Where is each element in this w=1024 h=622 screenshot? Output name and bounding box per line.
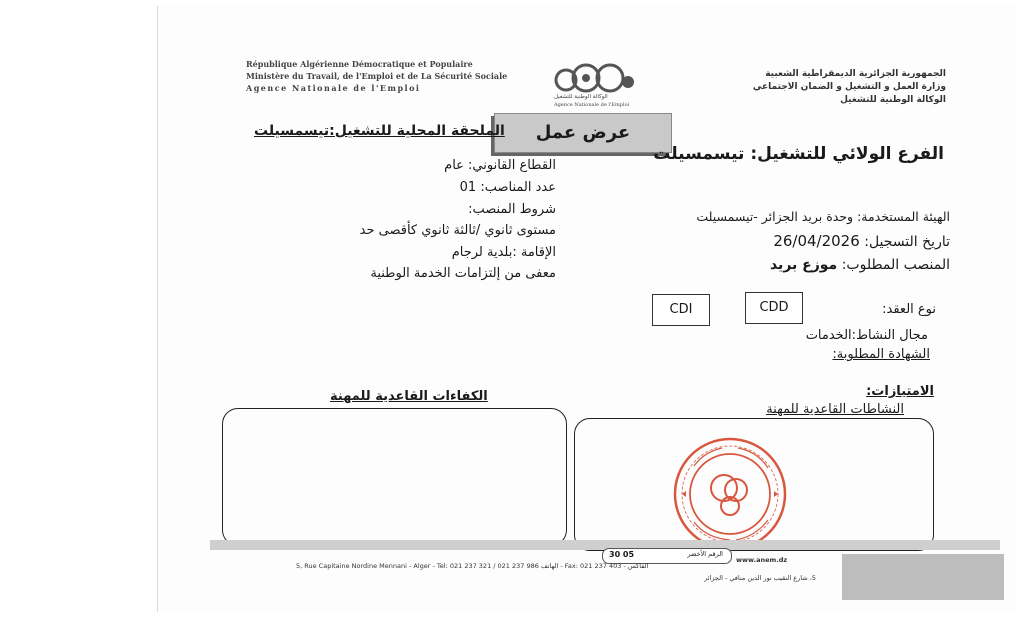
position-row: [770, 257, 950, 273]
footer-fax: - Fax: 021 237 403: [560, 562, 622, 570]
logo-fr-text: Agence Nationale de l'Emploi: [554, 102, 630, 108]
wilaya-agency-heading: الفرع الولائي للتشغيل: تيسمسيلت: [653, 144, 944, 164]
skills-heading: الكفاءات القاعدية للمهنة: [330, 389, 488, 404]
header-ar-line2: وزارة العمل و التشغيل و الضمان الاجتماعي: [752, 82, 946, 92]
activity-field: مجال النشاط:الخدمات: [805, 328, 928, 343]
official-stamp-icon: [672, 436, 788, 552]
privileges-label: الامتيازات:: [866, 384, 934, 399]
local-agency-heading: الملحقة المحلية للتشغيل:تيسمسيلت: [254, 123, 505, 139]
position-label: المنصب المطلوب:: [841, 257, 950, 273]
header-fr-line3: Agence Nationale de l'Emploi: [246, 83, 421, 93]
certificate-label: الشهادة المطلوبة:: [832, 347, 930, 362]
header-fr-line2: Ministère du Travail, de l'Emploi et de La Sécurité Sociale: [246, 71, 508, 81]
footer-fax-label: - الفاكس: [623, 562, 649, 570]
footer-corner-band: [842, 554, 1004, 600]
legal-sector-field: القطاع القانوني: عام: [444, 158, 556, 173]
footer-address-row: [296, 562, 648, 570]
contract-type-label: نوع العقد:: [882, 302, 936, 317]
footer-address-ar: 5، شارع النقيب نور الدين منافي - الجزائر: [704, 574, 816, 582]
position-conditions-label: شروط المنصب:: [468, 202, 556, 217]
contract-option-cdd: CDD: [745, 292, 803, 324]
contract-option-cdi: CDI: [652, 294, 710, 326]
header-fr-line1: République Algérienne Démocratique et Populaire: [246, 59, 473, 69]
hotline-label: الرقم الأخضر: [687, 550, 723, 558]
skills-box: [222, 408, 567, 546]
hotline-number: 30 05: [609, 550, 635, 559]
education-condition: مستوى ثانوي /ثالثة ثانوي كأقصى حد: [359, 223, 556, 238]
header-ar-line3: الوكالة الوطنية للتشغيل: [840, 95, 946, 105]
positions-count-field: عدد المناصب: 01: [459, 180, 556, 195]
residence-condition: الإقامة :بلدية لرجام: [451, 245, 556, 260]
document-title-box: [494, 113, 672, 153]
footer-phone-label: الهاتف: [540, 562, 559, 570]
registration-date-label: تاريخ التسجيل:: [864, 234, 950, 250]
military-exemption-condition: معفى من إلتزامات الخدمة الوطنية: [370, 266, 556, 281]
logo-ar-text: الوكالة الوطنية للتشغيل: [554, 94, 608, 100]
document-title: عرض عمل: [535, 122, 631, 143]
footer-address-fr: 5, Rue Capitaine Nordine Mennani - Alger - Tel: 021 237 321 / 021 237 986: [296, 562, 539, 570]
footer-website[interactable]: www.anem.dz: [736, 556, 788, 564]
employer-field: الهيئة المستخدمة: وحدة بريد الجزائر -تيسمسيلت: [696, 209, 950, 224]
official-stamp: [672, 436, 788, 552]
registration-date-value: 26/04/2026: [773, 232, 860, 250]
position-value: موزع بريد: [769, 257, 838, 273]
header-ar-line1: الجمهورية الجزائرية الديمقراطية الشعبية: [765, 69, 946, 79]
anem-logo: [548, 58, 640, 110]
registration-date-row: [773, 232, 950, 250]
activities-heading: النشاطات القاعدية للمهنة: [766, 402, 904, 417]
